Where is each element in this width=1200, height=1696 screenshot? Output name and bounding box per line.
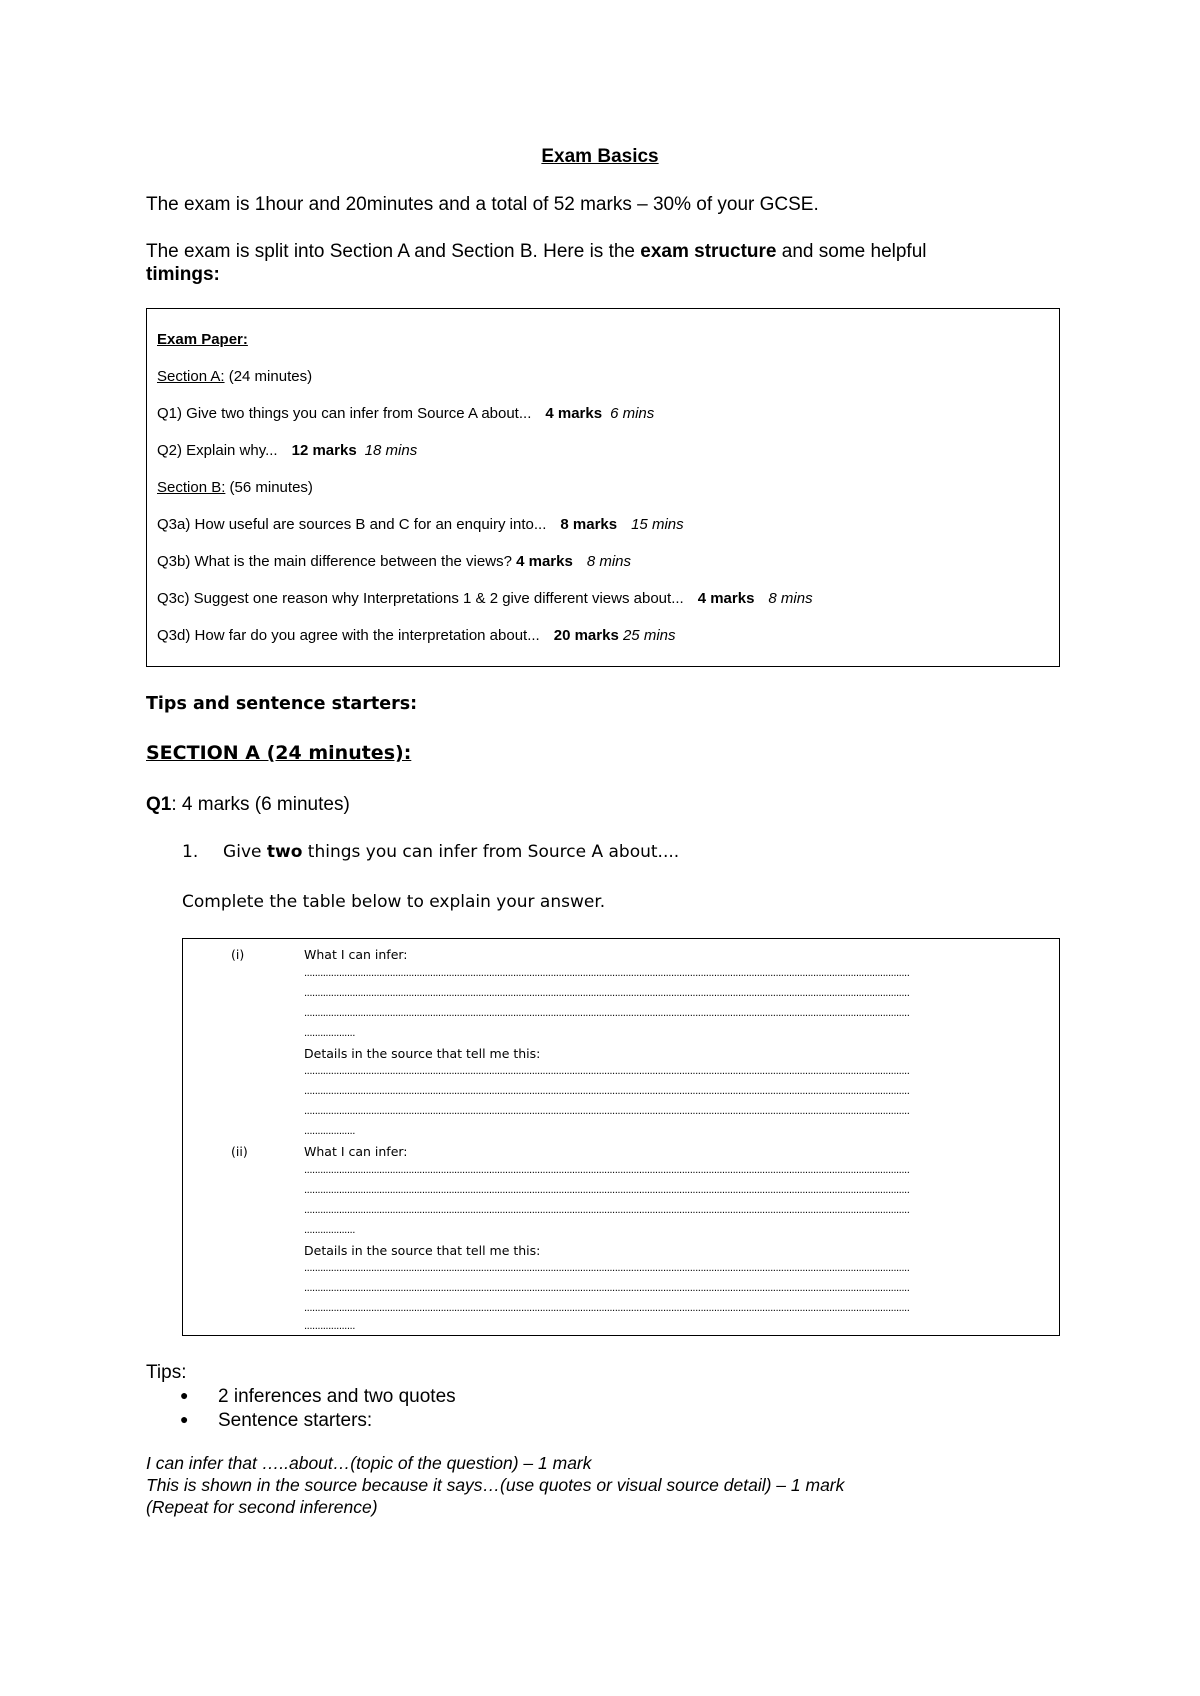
starter-line: This is shown in the source because it says…(use quotes or visual source detail) – 1 mark: [146, 1475, 845, 1495]
exam-paper-heading: Exam Paper:: [157, 331, 248, 348]
tips-bullet-list: [180, 1384, 456, 1432]
bullet-icon: ●: [180, 1387, 189, 1403]
question-marks: 4 marks: [697, 590, 755, 607]
details-label: Details in the source that tell me this:: [304, 1046, 541, 1061]
answer-table: [182, 938, 1060, 1336]
question-text: Q3b) What is the main difference between the views?: [157, 553, 512, 570]
question-q3a: [157, 516, 684, 533]
section-a-heading: SECTION A (24 minutes):: [146, 742, 412, 764]
q1-line: [146, 793, 1066, 816]
question-q3c: [157, 590, 813, 607]
question-marks: 12 marks: [291, 442, 357, 459]
answer-dotted-line[interactable]: ..................................................................................................................................................................................................................................: [304, 1107, 910, 1117]
q1-rest: : 4 marks (6 minutes): [171, 794, 350, 815]
q1-item-pre: Give: [223, 842, 267, 862]
question-marks: 20 marks: [553, 627, 619, 644]
question-q1: [157, 405, 654, 422]
question-marks: 8 marks: [560, 516, 618, 533]
intro2-bold1: exam structure: [640, 241, 777, 262]
answer-dotted-line[interactable]: ...................: [304, 1322, 355, 1332]
question-marks: 4 marks: [516, 553, 573, 570]
question-mins: 8 mins: [768, 590, 813, 607]
q1-item: [182, 842, 679, 862]
answer-dotted-line[interactable]: ...................: [304, 1029, 355, 1039]
answer-dotted-line[interactable]: ..................................................................................................................................................................................................................................: [304, 1067, 910, 1077]
starter-line: (Repeat for second inference): [146, 1497, 378, 1517]
details-label: Details in the source that tell me this:: [304, 1243, 541, 1258]
q1-item-bold: two: [266, 842, 303, 862]
answer-dotted-line[interactable]: ..................................................................................................................................................................................................................................: [304, 1206, 910, 1216]
answer-dotted-line[interactable]: ..................................................................................................................................................................................................................................: [304, 1009, 910, 1019]
row-number: (ii): [231, 1144, 248, 1159]
infer-label: What I can infer:: [304, 1144, 408, 1159]
question-mins: 8 mins: [586, 553, 631, 570]
intro2-bold2: timings:: [146, 264, 220, 285]
question-q2: [157, 442, 417, 459]
answer-dotted-line[interactable]: ..................................................................................................................................................................................................................................: [304, 1166, 910, 1176]
question-q3d: [157, 627, 676, 644]
intro2-pre: The exam is split into Section A and Section B. Here is the: [146, 241, 641, 262]
question-text: Q1) Give two things you can infer from Source A about...: [157, 405, 532, 422]
answer-dotted-line[interactable]: ..................................................................................................................................................................................................................................: [304, 989, 910, 999]
bullet-text: 2 inferences and two quotes: [218, 1386, 456, 1407]
q1-item-post: things you can infer from Source A about....: [302, 842, 680, 862]
question-marks: 4 marks: [545, 405, 603, 422]
intro-paragraph-2: [146, 240, 1066, 286]
q1-item-number: 1.: [182, 842, 199, 862]
starter-line: I can infer that …..about…(topic of the question) – 1 mark: [146, 1453, 592, 1473]
answer-dotted-line[interactable]: ...................: [304, 1226, 355, 1236]
answer-dotted-line[interactable]: ..................................................................................................................................................................................................................................: [304, 969, 910, 979]
question-mins: 15 mins: [631, 516, 684, 533]
exam-structure-box: [146, 308, 1060, 667]
sentence-starters: [146, 1452, 844, 1518]
question-text: Q2) Explain why...: [157, 442, 278, 459]
intro2-mid: and some helpful: [776, 241, 927, 262]
page-title: Exam Basics: [541, 146, 659, 167]
question-mins: 25 mins: [622, 627, 676, 644]
bullet-text: Sentence starters:: [218, 1410, 373, 1431]
answer-dotted-line[interactable]: ..................................................................................................................................................................................................................................: [304, 1264, 910, 1274]
section-b-label: Section B:: [157, 479, 226, 496]
list-item: [180, 1408, 456, 1432]
bullet-icon: ●: [180, 1411, 189, 1427]
answer-dotted-line[interactable]: ..................................................................................................................................................................................................................................: [304, 1284, 910, 1294]
question-mins: 18 mins: [364, 442, 418, 459]
answer-dotted-line[interactable]: ..................................................................................................................................................................................................................................: [304, 1304, 910, 1314]
tips-label: Tips:: [146, 1362, 187, 1383]
tips-heading: Tips and sentence starters:: [146, 694, 418, 714]
question-text: Q3c) Suggest one reason why Interpretations 1 & 2 give different views about...: [157, 590, 684, 607]
question-text: Q3d) How far do you agree with the interpretation about...: [157, 627, 540, 644]
section-b-line: [157, 479, 313, 496]
section-a-time: (24 minutes): [224, 368, 313, 385]
list-item: [180, 1384, 456, 1408]
q1-instruction: Complete the table below to explain your answer.: [182, 892, 606, 912]
row-number: (i): [231, 947, 245, 962]
intro-paragraph-1: The exam is 1hour and 20minutes and a total of 52 marks – 30% of your GCSE.: [146, 194, 819, 215]
question-text: Q3a) How useful are sources B and C for an enquiry into...: [157, 516, 547, 533]
answer-dotted-line[interactable]: ..................................................................................................................................................................................................................................: [304, 1087, 910, 1097]
q1-label: Q1: [146, 794, 172, 815]
infer-label: What I can infer:: [304, 947, 408, 962]
section-b-time: (56 minutes): [225, 479, 313, 496]
question-q3b: [157, 553, 631, 570]
section-a-label: Section A:: [157, 368, 225, 385]
answer-dotted-line[interactable]: ..................................................................................................................................................................................................................................: [304, 1186, 910, 1196]
section-a-line: [157, 368, 312, 385]
question-mins: 6 mins: [610, 405, 655, 422]
answer-dotted-line[interactable]: ...................: [304, 1127, 355, 1137]
